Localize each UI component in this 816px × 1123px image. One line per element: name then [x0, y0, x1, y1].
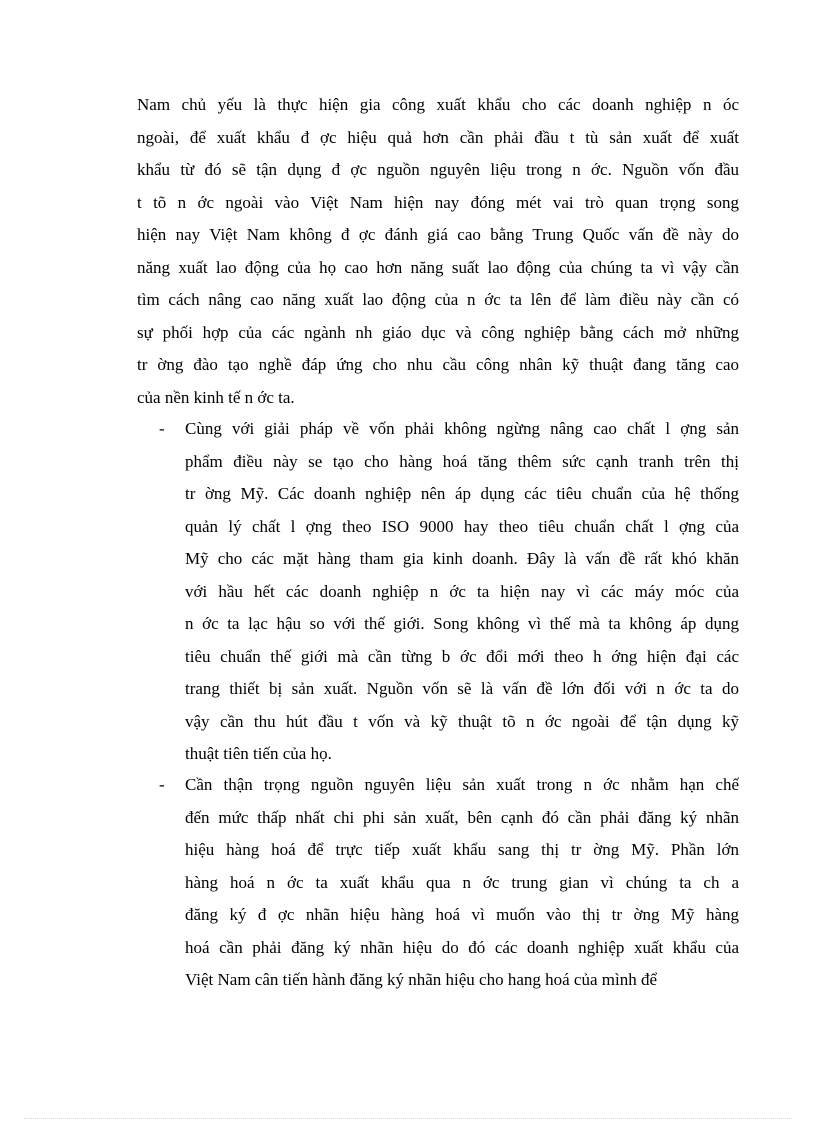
text-line: n ớc ta lạc hậu so với thế giới. Song không vì thế mà ta không áp dụng — [185, 614, 739, 633]
text-line: đăng ký đ ợc nhãn hiệu hàng hoá vì muốn vào thị tr ờng Mỹ hàng — [185, 905, 739, 924]
text-line: với hầu hết các doanh nghiệp n ớc ta hiện nay vì các máy móc của — [185, 581, 739, 601]
text-line: thuật tiên tiến của họ. — [185, 744, 332, 763]
text-line: năng xuất lao động của họ cao hơn năng suất lao động của chúng ta vì vậy cần — [137, 257, 739, 277]
intro-paragraph — [137, 89, 739, 414]
text-line: hàng hoá n ớc ta xuất khẩu qua n ớc trung gian vì chúng ta ch a — [185, 872, 739, 892]
text-line: tr ờng Mỹ. Các doanh nghiệp nên áp dụng các tiêu chuẩn của hệ thống — [185, 484, 739, 503]
text-line: Việt Nam cân tiến hành đăng ký nhãn hiệu cho hang hoá của mình để — [185, 970, 657, 989]
text-line: tr ờng đào tạo nghề đáp ứng cho nhu cầu công nhân kỹ thuật đang tăng cao — [137, 355, 739, 374]
text-line: Cùng với giải pháp về vốn phải không ngừng nâng cao chất l ợng sản — [185, 419, 739, 438]
text-line: quản lý chất l ợng theo ISO 9000 hay theo tiêu chuẩn chất l ợng của — [185, 516, 739, 536]
text-line: hoá cần phải đăng ký nhãn hiệu do đó các doanh nghiệp xuất khẩu của — [185, 937, 739, 957]
text-line: phẩm điều này se tạo cho hàng hoá tăng thêm sức cạnh tranh trên thị — [185, 451, 739, 471]
text-line: trang thiết bị sản xuất. Nguồn vốn sẽ là vấn đề lớn đối với n ớc ta do — [185, 679, 739, 698]
page-bottom-divider — [24, 1118, 792, 1119]
text-line: hiện nay Việt Nam không đ ợc đánh giá cao bằng Trung Quốc vấn đề này do — [137, 225, 739, 244]
bullet-text — [185, 413, 739, 771]
bullet-marker: - — [159, 775, 165, 794]
text-line: sự phối hợp của các ngành nh giáo dục và công nghiệp bằng cách mở những — [137, 322, 739, 342]
text-line: ngoài, để xuất khẩu đ ợc hiệu quả hơn cần phải đầu t tù sản xuất để xuất — [137, 127, 739, 147]
text-line: đến mức thấp nhất chi phi sản xuất, bên cạnh đó cần phải đăng ký nhãn — [185, 807, 739, 827]
bullet-text — [185, 769, 739, 997]
bullet-marker: - — [159, 419, 165, 438]
text-line: Nam chủ yếu là thực hiện gia công xuất khẩu cho các doanh nghiệp n óc — [137, 95, 739, 114]
text-line: Mỹ cho các mặt hàng tham gia kinh doanh. Đây là vấn đề rất khó khăn — [185, 549, 739, 568]
text-line: của nền kinh tế n ớc ta. — [137, 387, 295, 407]
text-line: khẩu từ đó sẽ tận dụng đ ợc nguồn nguyên liệu trong n ớc. Nguồn vốn đầu — [137, 160, 739, 179]
text-line: vậy cần thu hút đầu t vốn và kỹ thuật tõ n ớc ngoài để tận dụng kỹ — [185, 711, 739, 731]
text-line: Cần thận trọng nguồn nguyên liệu sản xuất trong n ớc nhằm hạn chế — [185, 775, 739, 794]
text-line: tìm cách nâng cao năng xuất lao động của n ớc ta lên để làm điều này cần có — [137, 290, 739, 309]
text-line: hiệu hàng hoá để trực tiếp xuất khẩu sang thị tr ờng Mỹ. Phần lớn — [185, 840, 739, 859]
text-line: t tõ n ớc ngoài vào Việt Nam hiện nay đóng mét vai trò quan trọng song — [137, 192, 739, 212]
text-line: tiêu chuẩn thế giới mà cần từng b ớc đổi mới theo h ớng hiện đại các — [185, 646, 739, 666]
